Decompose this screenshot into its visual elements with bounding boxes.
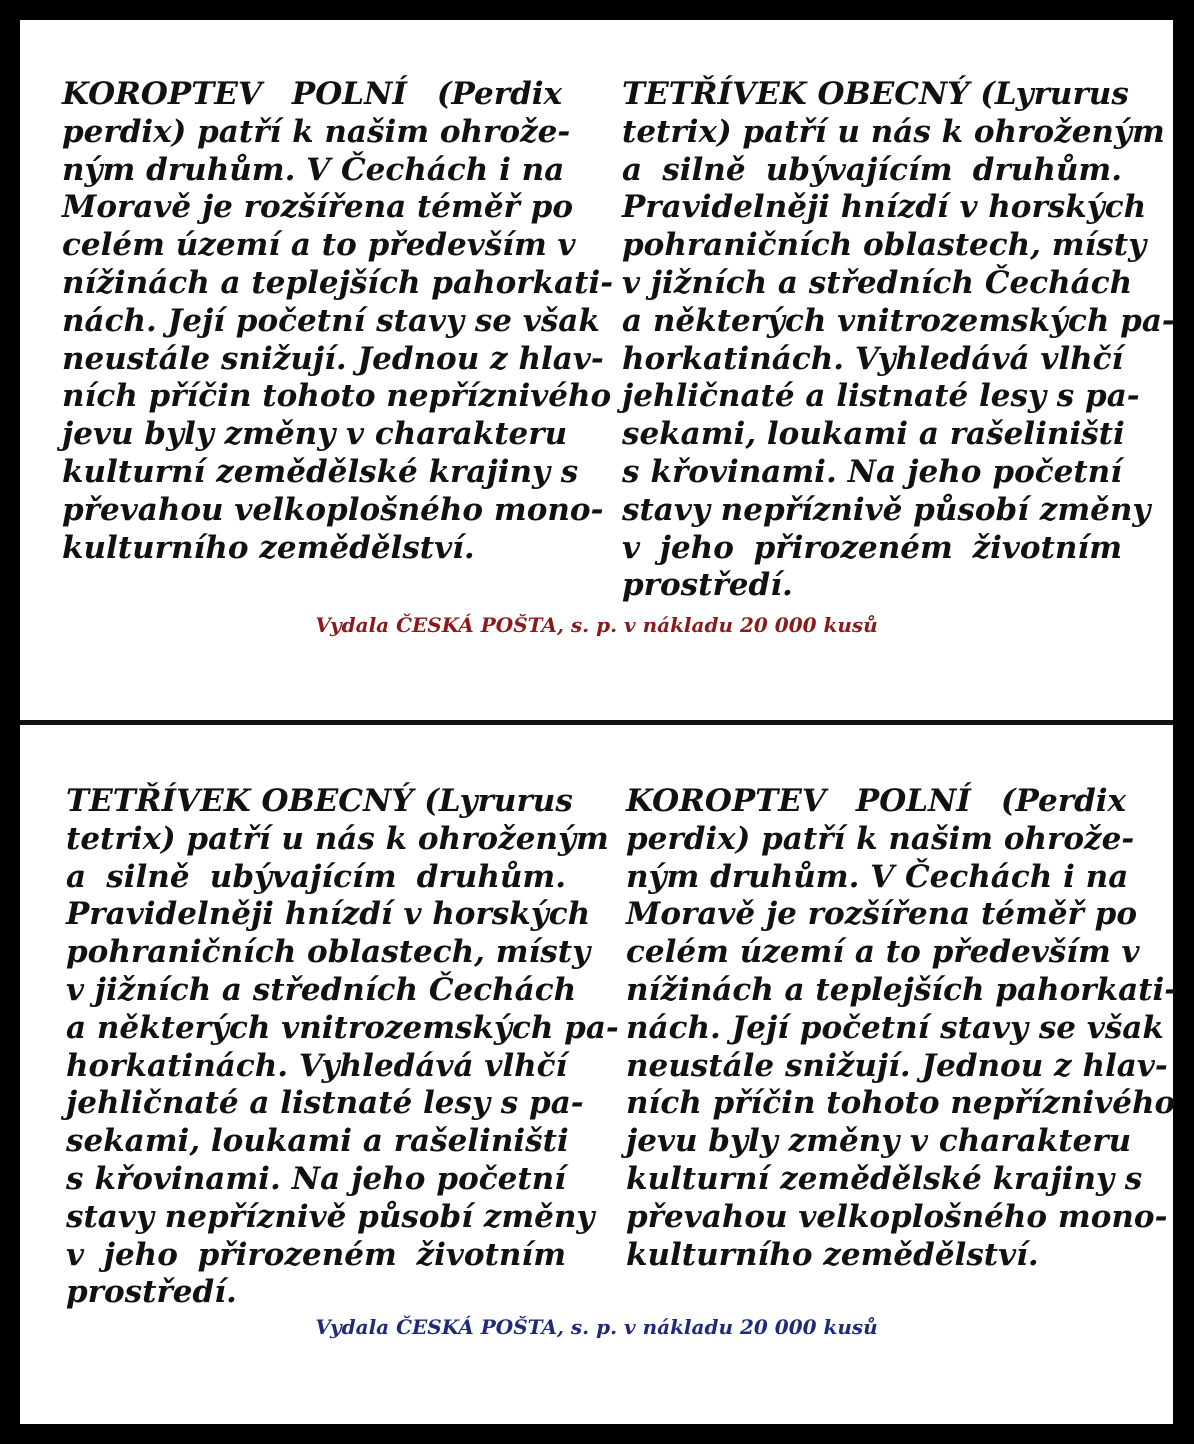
text-line: kulturního zemědělství. [626,1236,1039,1273]
text-line: a některých vnitrozemských pa- [66,1009,619,1046]
text-line: nách. Její početní stavy se však [62,302,600,339]
text-line: celém území a to především v [62,227,576,264]
text-line: neustále snižují. Jednou z hlav- [62,340,604,377]
text-line: horkatinách. Vyhledává vlhčí [622,340,1124,377]
tetrivek-text-bottom [66,783,619,1312]
text-line: kulturní zemědělské krajiny s [626,1160,1143,1197]
text-line: a některých vnitrozemských pa- [622,302,1175,339]
text-line: převahou velkoplošného mono- [626,1198,1168,1235]
text-line: sekami, loukami a rašeliništi [622,416,1125,453]
text-line: nížinách a teplejších pahorkati- [626,971,1178,1008]
text-line: převahou velkoplošného mono- [62,491,604,528]
publisher-note-top: Vydala ČESKÁ POŠTA, s. p. v nákladu 20 000 kusů [315,613,878,637]
tetrivek-text-top [622,76,1175,605]
text-line: nách. Její početní stavy se však [626,1009,1164,1046]
text-line: ních příčin tohoto nepříznivého [62,378,612,415]
text-line: tetrix) patří u nás k ohroženým [622,113,1165,150]
text-line: a silně ubývajícím druhům. [66,858,566,895]
text-line: v jeho přirozeném životním [622,529,1122,566]
text-line: kulturního zemědělství. [62,529,475,566]
text-line: Pravidelněji hnízdí v horských [66,896,591,933]
text-line: ným druhům. V Čechách i na [62,151,565,188]
text-line: KOROPTEV POLNÍ (Perdix [62,76,562,112]
text-line: ným druhům. V Čechách i na [626,858,1129,895]
text-line: horkatinách. Vyhledává vlhčí [66,1047,568,1084]
text-line: v jižních a středních Čechách [622,264,1133,301]
text-line: TETŘÍVEK OBECNÝ (Lyrurus [622,76,1129,112]
text-line: pohraničních oblastech, místy [66,934,591,971]
text-line: TETŘÍVEK OBECNÝ (Lyrurus [66,783,573,819]
text-line: jehličnaté a listnaté lesy s pa- [66,1085,584,1122]
text-line: v jižních a středních Čechách [66,971,577,1008]
koroptev-text-top [62,76,614,567]
text-line: prostředí. [66,1274,237,1311]
text-line: neustále snižují. Jednou z hlav- [626,1047,1168,1084]
text-line: v jeho přirozeném životním [66,1236,566,1273]
text-line: s křovinami. Na jeho početní [622,453,1122,490]
koroptev-text-bottom [626,783,1178,1274]
text-line: jehličnaté a listnaté lesy s pa- [622,378,1140,415]
text-line: ních příčin tohoto nepříznivého [626,1085,1176,1122]
text-line: Moravě je rozšířena téměř po [626,896,1138,933]
text-line: jevu byly změny v charakteru [626,1123,1132,1160]
text-line: Pravidelněji hnízdí v horských [622,189,1147,226]
publisher-note-bottom: Vydala ČESKÁ POŠTA, s. p. v nákladu 20 000 kusů [315,1315,878,1339]
top-panel [20,20,1173,720]
text-line: perdix) patří k našim ohrože- [62,113,571,150]
text-line: stavy nepříznivě působí změny [622,491,1151,528]
text-line: nížinách a teplejších pahorkati- [62,264,614,301]
text-line: prostředí. [622,567,793,604]
text-line: jevu byly změny v charakteru [62,416,568,453]
text-line: s křovinami. Na jeho početní [66,1160,566,1197]
text-line: kulturní zemědělské krajiny s [62,453,579,490]
bottom-panel [20,725,1178,1424]
text-line: stavy nepříznivě působí změny [66,1198,595,1235]
text-line: sekami, loukami a rašeliništi [66,1123,569,1160]
text-line: perdix) patří k našim ohrože- [626,820,1135,857]
text-line: KOROPTEV POLNÍ (Perdix [626,783,1126,819]
text-line: a silně ubývajícím druhům. [622,151,1122,188]
text-line: Moravě je rozšířena téměř po [62,189,574,226]
text-line: celém území a to především v [626,934,1140,971]
text-line: tetrix) patří u nás k ohroženým [66,820,609,857]
document-page [20,20,1178,1424]
text-line: pohraničních oblastech, místy [622,227,1147,264]
